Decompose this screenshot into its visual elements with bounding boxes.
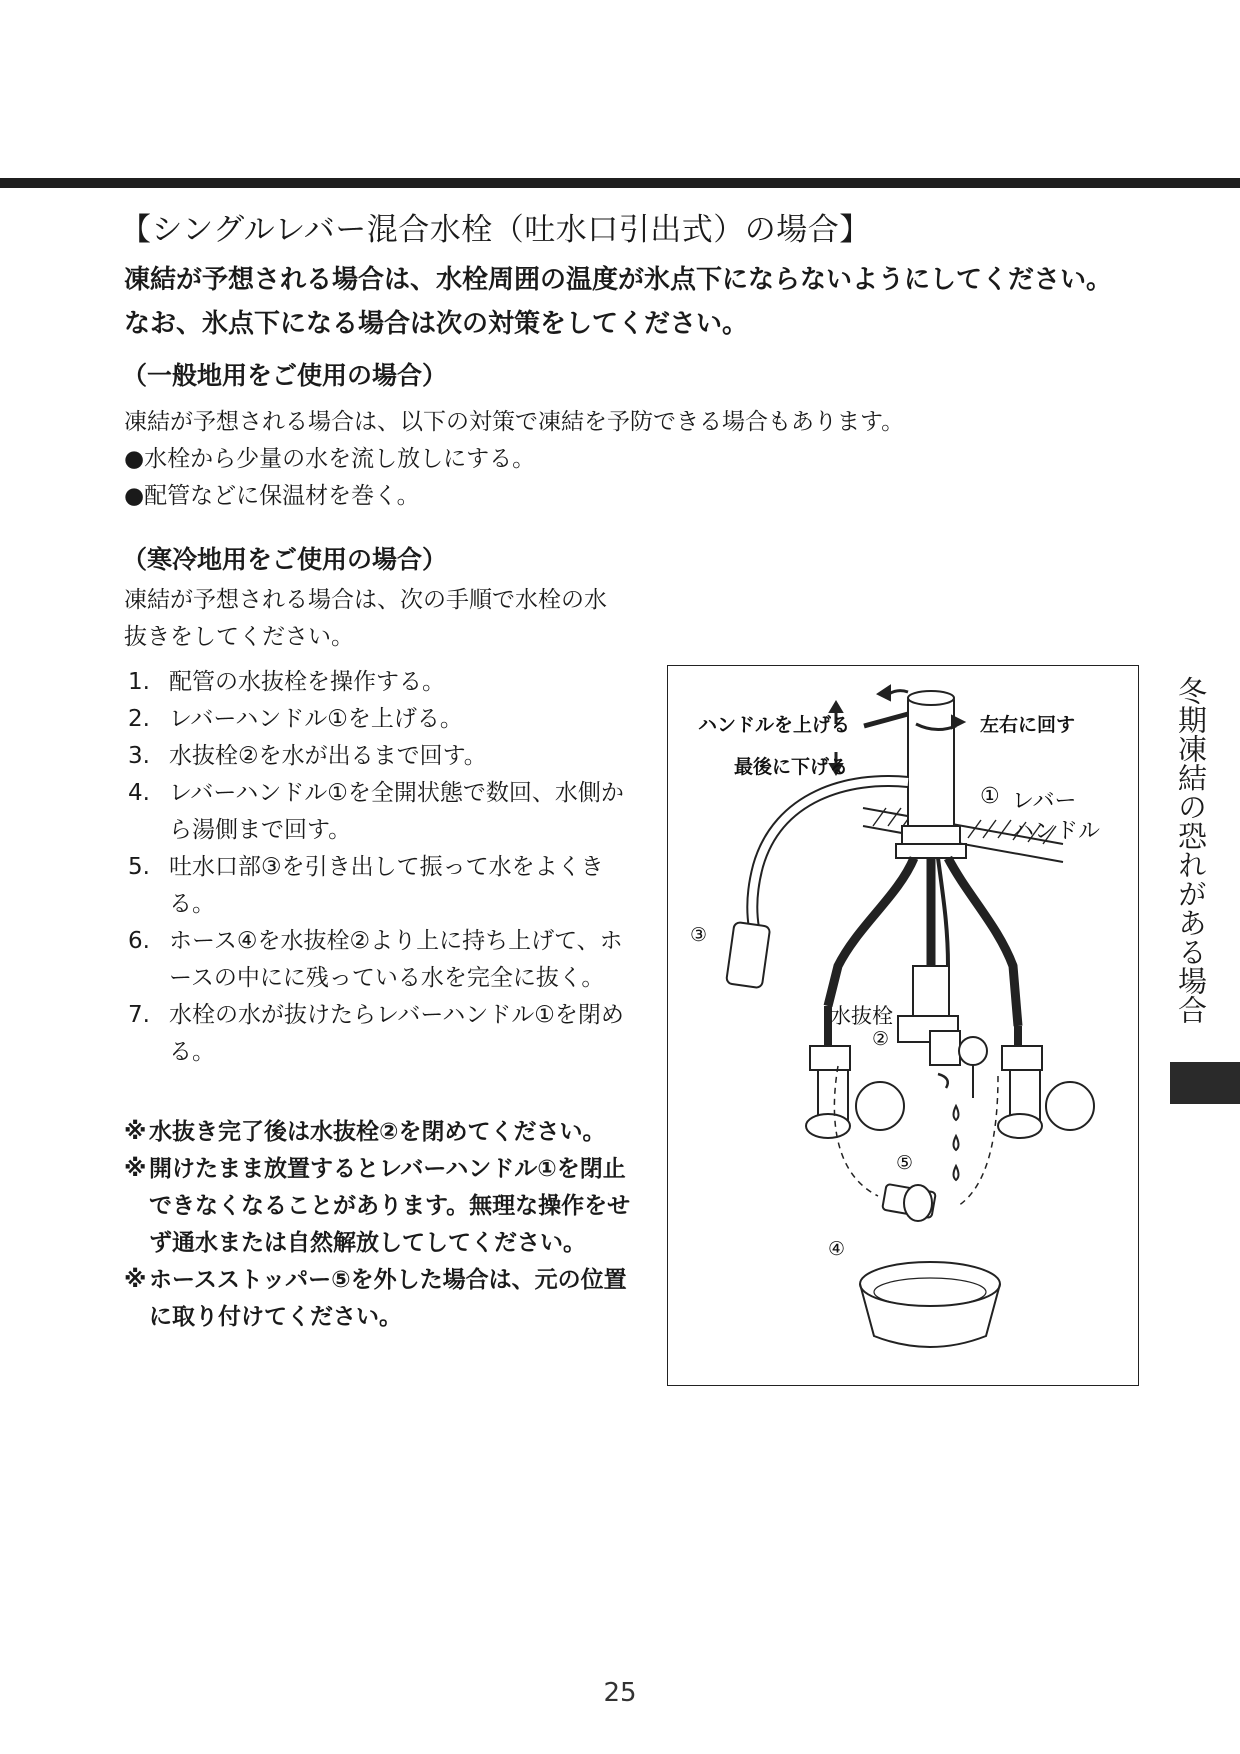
top-rule xyxy=(0,178,1240,188)
faucet-illustration xyxy=(667,665,1139,1386)
step-number: 5. xyxy=(128,854,150,880)
note-text: 開けたまま放置するとレバーハンドル①を閉止できなくなることがあります。無理な操作をせず通水または自然解放してしてください。 xyxy=(149,1156,631,1256)
note-item xyxy=(124,1114,644,1151)
step-number: 1. xyxy=(128,669,150,695)
step-text: レバーハンドル①を上げる。 xyxy=(169,706,463,732)
label-lever-line2: ハンドル xyxy=(1012,819,1101,844)
list-item xyxy=(124,923,644,997)
cold-intro-line: 抜きをしてください。 xyxy=(124,624,354,650)
cold-heading: （寒冷地用をご使用の場合） xyxy=(122,545,448,574)
step-number: 2. xyxy=(128,706,150,732)
step-number: 3. xyxy=(128,743,150,769)
label-hose-number: ④ xyxy=(828,1238,846,1260)
step-text: 水栓の水が抜けたらレバーハンドル①を閉める。 xyxy=(169,1002,624,1065)
note-mark: ※ xyxy=(124,1267,147,1293)
lead-line: なお、氷点下になる場合は次の対策をしてください。 xyxy=(124,309,749,339)
list-item xyxy=(124,664,644,701)
page-number: 25 xyxy=(603,1678,637,1708)
step-number: 6. xyxy=(128,928,150,954)
label-lever-number: ① xyxy=(980,784,1000,809)
lead-text xyxy=(124,258,1112,346)
step-text: 水抜栓②を水が出るまで回す。 xyxy=(169,743,487,769)
list-item xyxy=(124,849,644,923)
step-text: 配管の水抜栓を操作する。 xyxy=(169,669,445,695)
general-heading: （一般地用をご使用の場合） xyxy=(122,361,448,390)
general-text xyxy=(124,404,904,515)
label-lower-handle: 最後に下げる xyxy=(734,756,849,778)
step-text: レバーハンドル①を全開状態で数回、水側から湯側まで回す。 xyxy=(169,780,624,843)
label-lever-line1: レバー xyxy=(1012,789,1077,814)
note-list xyxy=(124,1114,644,1336)
note-item xyxy=(124,1151,644,1262)
section-title: 【シングルレバー混合水栓（吐水口引出式）の場合】 xyxy=(120,212,871,248)
label-rotate: 左右に回す xyxy=(980,714,1076,736)
side-tab-marker xyxy=(1170,1062,1240,1104)
cold-intro xyxy=(124,582,607,656)
label-stopper-number: ⑤ xyxy=(896,1152,914,1174)
list-item xyxy=(124,738,644,775)
list-item xyxy=(124,775,644,849)
label-drain-valve: 水抜栓 xyxy=(830,1004,893,1028)
lead-line: 凍結が予想される場合は、水栓周囲の温度が氷点下にならないようにしてください。 xyxy=(124,265,1113,295)
step-number: 7. xyxy=(128,1002,150,1028)
general-bullet: ●配管などに保温材を巻く。 xyxy=(124,483,420,509)
note-text: ホースストッパー⑤を外した場合は、元の位置に取り付けてください。 xyxy=(149,1267,627,1330)
general-bullet: ●水栓から少量の水を流し放しにする。 xyxy=(124,446,536,472)
list-item xyxy=(124,701,644,738)
side-tab-label: 冬期凍結の恐れがある場合 xyxy=(1174,676,1208,1024)
cold-intro-line: 凍結が予想される場合は、次の手順で水栓の水 xyxy=(124,587,607,613)
step-number: 4. xyxy=(128,780,150,806)
general-line: 凍結が予想される場合は、以下の対策で凍結を予防できる場合もあります。 xyxy=(124,409,905,435)
label-raise-handle: ハンドルを上げる xyxy=(698,714,851,736)
label-drain-number: ② xyxy=(872,1028,890,1050)
note-mark: ※ xyxy=(124,1119,147,1145)
step-text: ホース④を水抜栓②より上に持ち上げて、ホースの中にに残っている水を完全に抜く。 xyxy=(169,928,623,991)
step-text: 吐水口部③を引き出して振って水をよくきる。 xyxy=(169,854,604,917)
list-item xyxy=(124,997,644,1071)
note-mark: ※ xyxy=(124,1156,147,1182)
step-list xyxy=(124,664,644,1071)
note-text: 水抜き完了後は水抜栓②を閉めてください。 xyxy=(149,1119,606,1145)
note-item xyxy=(124,1262,644,1336)
label-spout-number: ③ xyxy=(690,924,708,946)
